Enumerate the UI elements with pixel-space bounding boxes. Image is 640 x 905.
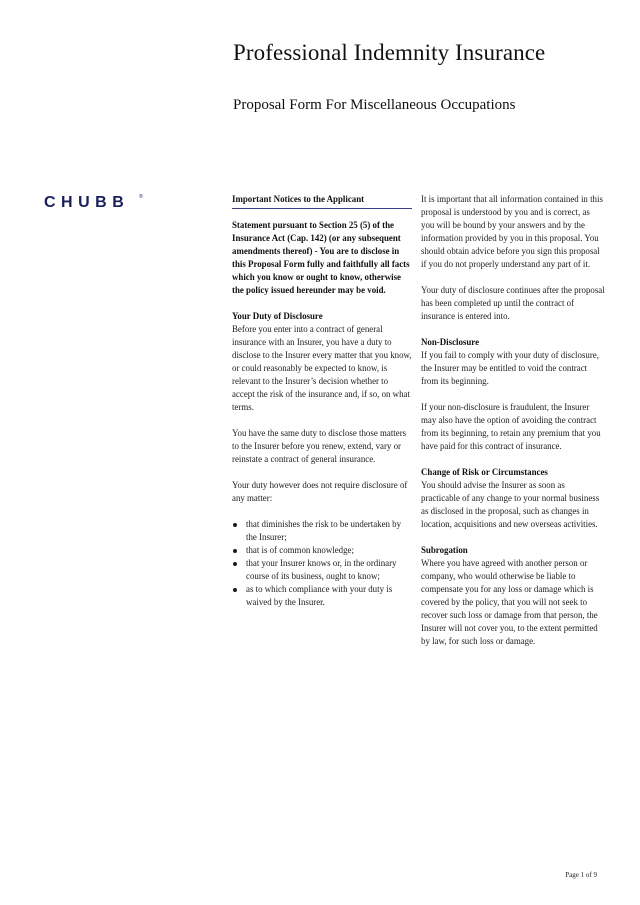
change-of-risk-heading: Change of Risk or Circumstances [421,467,548,477]
duty-paragraph-3: Your duty however does not require disclosure of any matter: [232,480,408,503]
non-disclosure-paragraph-2: If your non-disclosure is fraudulent, the Insurer may also have the option of avoiding the contract from its beginning, to retain any premium that you have paid for this contract of insurance. [421,402,601,451]
notices-heading: Important Notices to the Applicant [232,193,412,209]
statutory-statement: Statement pursuant to Section 25 (5) of the Insurance Act (Cap. 142) (or any subsequent amendments thereof) - You are to disclose in this Proposal Form fully and faithfully all facts which you know or ought to know, otherwise the policy issued hereunder may be void. [232,220,410,295]
logo-wordmark: CHUBB [44,194,130,210]
duty-paragraph-2: You have the same duty to disclose those matters to the Insurer before you renew, extend, vary or reinstate a contract of general insurance. [232,428,407,464]
page-subtitle: Proposal Form For Miscellaneous Occupations [233,97,516,113]
non-disclosure-heading: Non-Disclosure [421,337,480,347]
change-of-risk-paragraph: You should advise the Insurer as soon as practicable of any change to your normal business as disclosed in the proposal, such as changes in location, acquisitions and new overseas activities. [421,480,600,529]
chubb-logo [44,192,144,210]
non-disclosure-paragraph-1: If you fail to comply with your duty of disclosure, the Insurer may be entitled to void the contract from its beginning. [421,350,599,386]
duty-paragraph-1: Before you enter into a contract of general insurance with an Insurer, you have a duty to disclose to the Insurer every matter that you know, or could reasonably be expected to know, is relevant to the Insurer’s decision whether to accept the risk of the insurance and, if so, on what terms. [232,324,412,412]
importance-paragraph: It is important that all information contained in this proposal is understood by you and is correct, as you will be bound by your answers and by the information provided by you in this proposal. You should obtain advice before you sign this proposal if you do not properly understand any part of it. [421,194,603,269]
subrogation-paragraph: Where you have agreed with another person or company, who would otherwise be liable to compensate you for any loss or damage which is covered by the policy, that you will not seek to recover such loss or damage from that person, the Insurer will not cover you, to the extent permitted by law, for such loss or damage. [421,558,598,646]
page-title: Professional Indemnity Insurance [233,40,546,65]
list-item: as to which compliance with your duty is waived by the Insurer. [232,583,412,609]
disclosure-exceptions-list [232,518,412,609]
subrogation-heading: Subrogation [421,545,468,555]
list-item: that is of common knowledge; [232,544,412,557]
continuing-duty-paragraph: Your duty of disclosure continues after the proposal has been completed up until the contract of insurance is entered into. [421,285,605,321]
list-item: that your Insurer knows or, in the ordinary course of its business, ought to know; [232,557,412,583]
logo-registered-mark: ® [139,194,143,200]
left-column [232,193,412,609]
right-column [421,193,605,661]
list-item: that diminishes the risk to be undertaken by the Insurer; [232,518,412,544]
page-number: Page 1 of 9 [565,871,597,879]
duty-of-disclosure-heading: Your Duty of Disclosure [232,311,323,321]
